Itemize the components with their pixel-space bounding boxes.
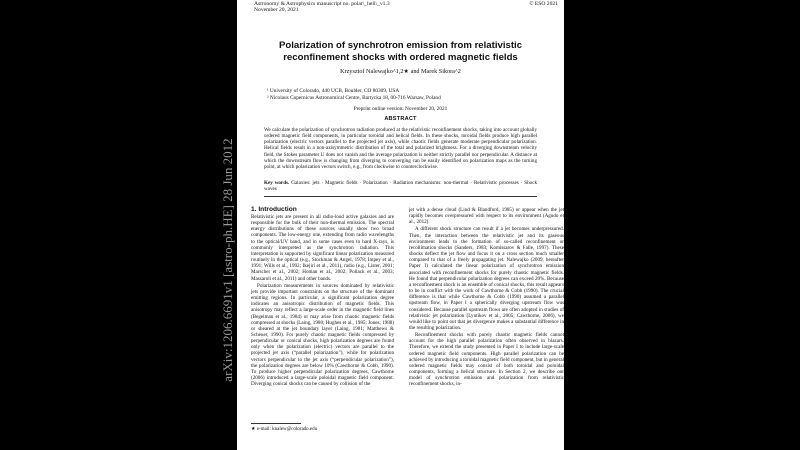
affiliation-2: ² Nicolaus Copernicus Astronomical Centre, Bartycka 18, 00-716 Warsaw, Poland — [267, 95, 441, 101]
authors: Krzysztof Nalewajko^1,2★ and Marek Sikora^2 — [340, 68, 461, 75]
copyright: © ESO 2021 — [529, 1, 558, 7]
paper-title: Polarization of synchrotron emission from relativistic reconfinement shocks with ordered magnetic fields — [278, 40, 523, 63]
abstract-text: We calculate the polarization of synchrotron radiation produced at the relativistic reconfinement shocks, taking into account globally ordered magnetic field components, in particular toroidal and helical fields. In these shocks, toroidal fields produce high parallel polarization (electric vectors parallel to the projected jet axis), while chaotic fields generate moderate perpendicular polarization. Helical fields result in a non-axisymmetric distribution of the total and polarized brightness. For a diverging downstream velocity field, the Stokes parameter U does not vanish and the average polarization is neither strictly parallel nor perpendicular. A distance at which the downstream flow is changing from diverging to converging can be easily identified on polarization maps as the turning point, at which polarization vectors switch, e.g., from clockwise to counterclockwise. — [264, 127, 537, 170]
paragraph: A different shock structure can result if a jet becomes underpressured. Then, the interaction between the relativistic jet and its gaseous environment leads to the formation of so-called reconfinement or recollimation shocks (Sanders, 1983; Komissarov & Falle, 1997). These shocks deflect the jet flow and focus it on a cross section much smaller compared to that of a freely propagating jet. Nalewajko (2009, hereafter Paper I) calculated the linear polarization of synchrotron emission associated with reconfinement shocks for purely chaotic magnetic fields. He found that perpendicular polarization degrees can exceed 20%. Because a reconfinement shock is an ensemble of conical shocks, this result appears to be in conflict with the work of Cawthorne & Cobb (1990). The crucial difference is that while Cawthorne & Cobb (1990) assumed a parallel upstream flow, in Paper I a spherically diverging upstream flow was considered. Because parallel upstream flows are often adopted in studies of relativistic jet polarization (Lyutikov et al., 2005; Cawthorne, 2006), we would like to point out that jet divergence makes a substantial difference in the resulting polarization. — [409, 226, 564, 331]
keywords — [264, 180, 537, 192]
footnote-rule — [251, 423, 301, 424]
right-column — [409, 207, 564, 389]
footnote: ★ e-mail: knalew@colorado.edu — [251, 427, 318, 432]
paragraph: Polarization measurements in sources dominated by relativistic jets provide important constraints on the structure of the dominant emitting regions. In particular, a significant polarization degree indicates an anisotropic distribution of magnetic fields. This anisotropy may reflect a large-scale order in the magnetic field lines (Begelman et al., 1984) or may arise from chaotic magnetic fields compressed at shocks (Laing, 1980; Hughes et al., 1985; Jones, 1988) or sheared at the jet boundary layer (Laing, 1981; Matthews & Scheuer, 1990). For purely chaotic magnetic fields compressed by perpendicular or conical shocks, high polarization degrees are found only when the polarization (electric) vectors are parallel to the projected jet axis (“parallel polarization”), while for polarization vectors perpendicular to the jet axis (“perpendicular polarization”), the polarization degrees are below 10% (Cawthorne & Cobb, 1990). To produce higher perpendicular polarization degrees, Cawthorne (2006) introduced a large-scale poloidal magnetic field component. Diverging conical shocks can be caused by collision of the — [251, 282, 394, 388]
arxiv-stamp: arXiv:1206.6691v1 [astro-ph.HE] 28 Jun 2012 — [220, 138, 235, 382]
header-date: November 20, 2021 — [254, 7, 299, 14]
keywords-text: Galaxies: jets · Magnetic fields · Polarization · Radiation mechanisms: non-thermal · Relativistic processes · Shock waves — [264, 180, 537, 193]
paragraph: Relativistic jets are present in all radio-loud active galaxies and are responsible for the bulk of their non-thermal emission. The spectral energy distributions of these sources usually show two broad components. The low-energy one, extending from radio wavelengths to the optical/UV band, and in some cases even to hard X-rays, is commonly interpreted as the synchrotron radiation. This interpretation is supported by significant linear polarization measured routinely in the optical (e.g., Stockman & Angel, 1978; Impey et al., 1991; Wills et al., 1992; Ikejiri et al., 2011), radio (e.g., Lister, 2001; Marscher et al., 2002; Homan et al., 2002; Pollack et al., 2003; Massaroli et al., 2011) and other bands. — [251, 214, 394, 282]
abstract-heading: ABSTRACT — [384, 116, 417, 122]
paper-page — [237, 0, 564, 450]
affiliation-1: ¹ University of Colorado, 440 UCB, Boulder, CO 80309, USA — [267, 88, 400, 94]
left-column — [251, 214, 394, 388]
abstract-rule — [264, 196, 537, 197]
section-heading: 1. Introduction — [251, 206, 297, 213]
keywords-label: Key words. — [264, 180, 290, 186]
running-header — [254, 1, 454, 14]
journal-line: Astronomy & Astrophysics manuscript no. polar\_heli\_v1.3 — [254, 1, 390, 7]
paragraph: jet with a dense cloud (Lind & Blandford, 1985) or appear when the jet rapidly becomes overpressured with respect to its environment (Agudo et al., 2012). — [409, 207, 564, 226]
preprint-date: Preprint online version: November 20, 2021 — [353, 106, 448, 112]
paragraph: Reconfinement shocks with purely chaotic magnetic fields cannot account for the high parallel polarization often observed in blazars. Therefore, we extend the study presented in Paper I to include large-scale ordered magnetic field components. High parallel polarization can be achieved by introducing a toroidal magnetic field component, but in general ordered magnetic fields may consist of both toroidal and poloidal components, forming a helical structure. In Section 2, we describe our model of synchrotron emission and polarization from relativistic reconfinement shocks, in- — [409, 332, 564, 388]
